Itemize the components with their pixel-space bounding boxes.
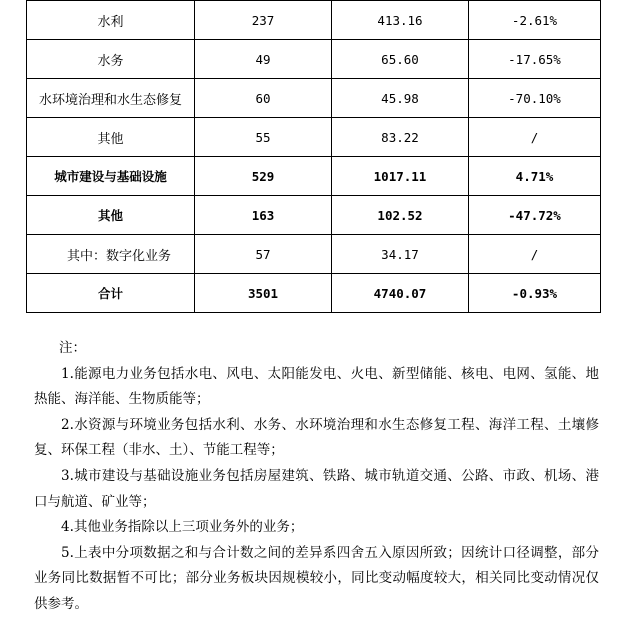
table-row bbox=[27, 157, 601, 196]
row-amount-cell: 4740.07 bbox=[332, 274, 469, 313]
row-amount-cell: 34.17 bbox=[332, 235, 469, 274]
row-count-cell: 57 bbox=[195, 235, 332, 274]
row-change-cell: / bbox=[469, 118, 601, 157]
row-name-cell: 城市建设与基础设施 bbox=[27, 157, 195, 196]
note-item-3: 3.城市建设与基础设施业务包括房屋建筑、铁路、城市轨道交通、公路、市政、机场、港口与航道、矿业等； bbox=[34, 467, 599, 510]
row-amount-cell: 1017.11 bbox=[332, 157, 469, 196]
note-item-1: 1.能源电力业务包括水电、风电、太阳能发电、火电、新型储能、核电、电网、氢能、地热能、海洋能、生物质能等； bbox=[34, 365, 599, 408]
table-row bbox=[27, 79, 601, 118]
row-amount-cell: 102.52 bbox=[332, 196, 469, 235]
table-row bbox=[27, 1, 601, 40]
row-amount-cell: 45.98 bbox=[332, 79, 469, 118]
row-name-cell: 其中：数字化业务 bbox=[27, 235, 195, 274]
table-row bbox=[27, 118, 601, 157]
row-change-cell: -47.72% bbox=[469, 196, 601, 235]
row-count-cell: 49 bbox=[195, 40, 332, 79]
row-name-cell: 其他 bbox=[27, 118, 195, 157]
table-row bbox=[27, 235, 601, 274]
table-row bbox=[27, 40, 601, 79]
row-name-cell: 水利 bbox=[27, 1, 195, 40]
row-change-cell: -17.65% bbox=[469, 40, 601, 79]
row-name-cell: 水环境治理和水生态修复 bbox=[27, 79, 195, 118]
notes-heading: 注： bbox=[59, 340, 86, 356]
row-change-cell: 4.71% bbox=[469, 157, 601, 196]
row-change-cell: -2.61% bbox=[469, 1, 601, 40]
note-item-4: 4.其他业务指除以上三项业务外的业务； bbox=[61, 519, 304, 536]
row-count-cell: 3501 bbox=[195, 274, 332, 313]
row-amount-cell: 413.16 bbox=[332, 1, 469, 40]
row-count-cell: 163 bbox=[195, 196, 332, 235]
row-amount-cell: 83.22 bbox=[332, 118, 469, 157]
table-row bbox=[27, 196, 601, 235]
row-amount-cell: 65.60 bbox=[332, 40, 469, 79]
table-body bbox=[27, 1, 601, 313]
row-count-cell: 55 bbox=[195, 118, 332, 157]
row-count-cell: 529 bbox=[195, 157, 332, 196]
notes-section bbox=[34, 336, 599, 618]
note-item-5: 5.上表中分项数据之和与合计数之间的差异系四舍五入原因所致；因统计口径调整，部分业务同比数据暂不可比；部分业务板块因规模较小，同比变动幅度较大，相关同比变动情况仅供参考。 bbox=[34, 544, 599, 612]
business-data-table bbox=[26, 0, 601, 313]
row-name-cell: 水务 bbox=[27, 40, 195, 79]
table-row bbox=[27, 274, 601, 313]
row-change-cell: -0.93% bbox=[469, 274, 601, 313]
row-count-cell: 60 bbox=[195, 79, 332, 118]
row-count-cell: 237 bbox=[195, 1, 332, 40]
row-name-cell: 合计 bbox=[27, 274, 195, 313]
note-item-2: 2.水资源与环境业务包括水利、水务、水环境治理和水生态修复工程、海洋工程、土壤修复、环保工程（非水、土）、节能工程等； bbox=[34, 416, 599, 459]
row-change-cell: / bbox=[469, 235, 601, 274]
row-name-cell: 其他 bbox=[27, 196, 195, 235]
row-change-cell: -70.10% bbox=[469, 79, 601, 118]
